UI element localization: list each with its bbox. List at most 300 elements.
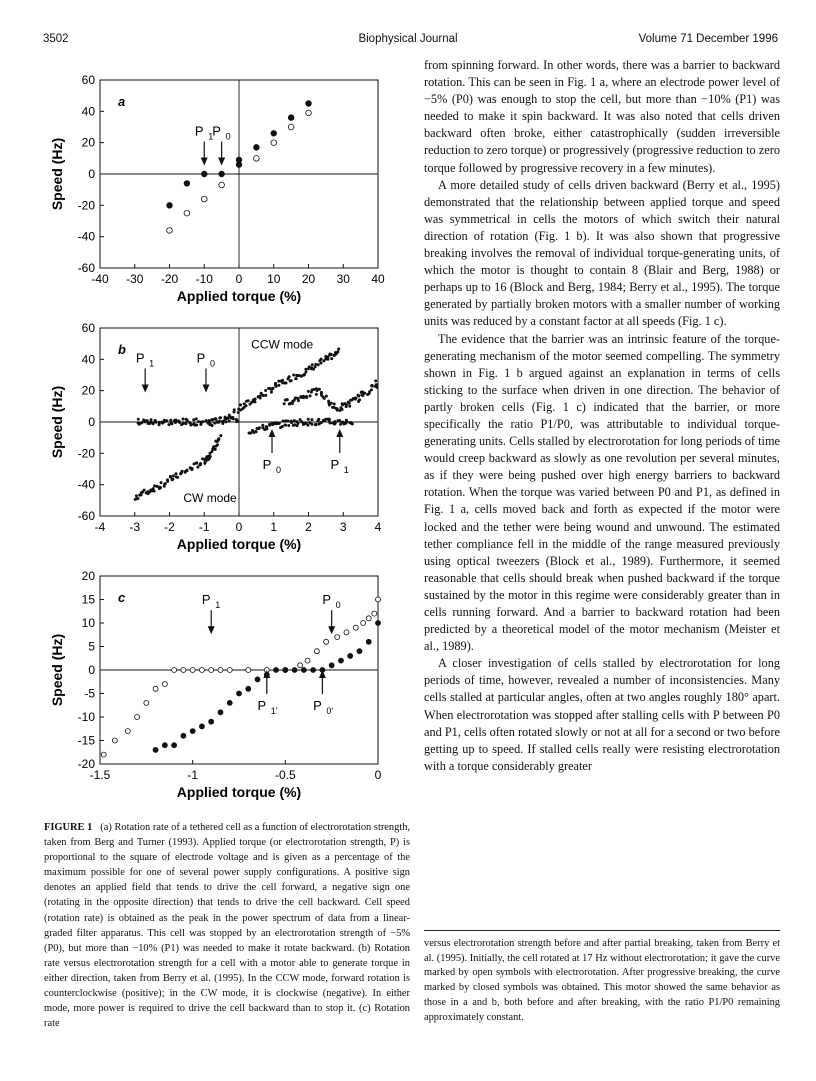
data-point-closed xyxy=(237,691,242,696)
y-tick-label: 10 xyxy=(81,616,95,630)
x-axis-label: Applied torque (%) xyxy=(176,536,302,552)
data-point-closed xyxy=(329,422,331,424)
torque-marker xyxy=(330,429,348,475)
data-point-closed xyxy=(254,401,256,403)
marker-label: P xyxy=(201,592,211,608)
page-number: 3502 xyxy=(43,33,69,45)
data-point-closed xyxy=(219,417,221,419)
data-point-open xyxy=(181,668,186,673)
data-point-closed xyxy=(182,423,184,425)
y-tick-label: 60 xyxy=(81,73,95,87)
data-point-closed xyxy=(311,668,316,673)
data-point-closed xyxy=(161,421,163,423)
data-point-closed xyxy=(333,403,335,405)
data-point-closed xyxy=(284,424,286,426)
x-tick-label: 20 xyxy=(301,272,316,286)
data-point-closed xyxy=(246,686,251,691)
y-tick-label: 15 xyxy=(81,592,95,607)
data-point-closed xyxy=(290,379,292,381)
data-point-closed xyxy=(266,428,268,430)
data-point-closed xyxy=(305,371,307,373)
x-tick-label: -3 xyxy=(129,520,141,534)
data-point-closed xyxy=(175,473,177,475)
data-point-closed xyxy=(331,358,333,360)
data-point-closed xyxy=(214,448,216,450)
marker-subscript: 1 xyxy=(149,358,155,369)
data-point-closed xyxy=(293,399,295,401)
data-point-closed xyxy=(236,420,238,422)
data-point-closed xyxy=(236,157,242,163)
data-point-closed xyxy=(254,145,260,151)
x-tick-label: -20 xyxy=(160,272,179,286)
data-point-closed xyxy=(153,490,155,492)
x-tick-label: 4 xyxy=(374,520,382,534)
data-point-closed xyxy=(163,485,165,487)
data-point-closed xyxy=(323,397,325,399)
data-point-closed xyxy=(208,421,210,423)
data-point-closed xyxy=(349,405,351,407)
y-tick-label: 0 xyxy=(88,167,95,181)
torque-marker xyxy=(212,124,230,166)
data-point-closed xyxy=(181,733,186,738)
paragraph: from spinning forward. In other words, there was a barrier to backward rotation. This can be seen in Fig. 1 a, where an electrode power level of −5% (P0) was enough to stop the cell, but more than −10% (P1) was needed to make it spin backward. It was also noted that cells driven backward often broke, either catastrophically (sudden irreversible reduction to zero torque) or progressively (progressive reduction to zero torque followed by progressive recovery in a few minutes). xyxy=(424,58,780,175)
data-point-open xyxy=(376,597,381,602)
data-point-open xyxy=(298,663,303,668)
data-point-open xyxy=(335,635,340,640)
data-point-closed xyxy=(202,421,204,423)
y-tick-label: 20 xyxy=(81,135,95,150)
y-tick-label: -60 xyxy=(77,509,95,523)
data-point-open xyxy=(184,210,190,216)
y-tick-label: -15 xyxy=(77,733,95,748)
torque-marker xyxy=(263,429,281,475)
x-tick-label: -1.5 xyxy=(89,768,111,782)
data-point-closed xyxy=(209,455,211,457)
data-point-closed xyxy=(282,420,284,422)
caption-label: FIGURE 1 xyxy=(44,822,93,833)
data-point-closed xyxy=(320,391,322,393)
data-point-closed xyxy=(297,422,299,424)
data-point-closed xyxy=(290,422,292,424)
marker-subscript: 0 xyxy=(335,600,341,611)
data-point-closed xyxy=(362,394,364,396)
x-tick-label: -2 xyxy=(164,520,175,534)
data-point-closed xyxy=(158,421,160,423)
data-point-closed xyxy=(164,483,166,485)
data-point-closed xyxy=(213,446,215,448)
data-point-closed xyxy=(186,469,188,471)
torque-marker xyxy=(202,592,220,634)
y-tick-label: -5 xyxy=(84,686,95,701)
data-point-closed xyxy=(315,393,317,395)
figure-panel-c xyxy=(40,566,390,806)
marker-subscript: 0' xyxy=(326,705,334,716)
data-point-closed xyxy=(265,394,267,396)
data-point-closed xyxy=(376,621,381,626)
data-point-closed xyxy=(254,398,256,400)
x-tick-label: -1 xyxy=(187,768,199,782)
data-point-open xyxy=(125,729,130,734)
marker-label: P xyxy=(135,350,145,366)
marker-subscript: 1 xyxy=(215,600,221,611)
journal-name: Biophysical Journal xyxy=(358,33,458,45)
paragraph: A more detailed study of cells driven backward (Berry et al., 1995) demonstrated that the relationship between applied torque and speed was symmetrical in cells the motors of which switch their natural direction of rotation (Fig. 1 b). It was also shown that progressive breaking involves the removal of individual torque-generating units, of which the motor is thought to contain 8 (Blair and Berg, 1988) or perhaps up to 16 (Block and Berg, 1984; Berry et al., 1995). The torque generated by partially broken motors with a smaller number of working units was reduced by a constant factor at all speeds (Fig. 1 c). xyxy=(424,177,780,329)
data-point-open xyxy=(271,140,277,146)
data-point-open xyxy=(306,110,312,116)
data-point-closed xyxy=(199,462,201,464)
data-point-closed xyxy=(221,420,223,422)
data-point-closed xyxy=(190,729,195,734)
data-point-closed xyxy=(169,475,171,477)
data-point-closed xyxy=(323,360,325,362)
figure-caption xyxy=(44,820,410,1031)
y-tick-label: 40 xyxy=(81,104,95,119)
mode-label-ccw: CCW mode xyxy=(251,337,314,352)
data-point-closed xyxy=(301,668,306,673)
data-point-closed xyxy=(318,388,320,390)
y-axis-label: Speed (Hz) xyxy=(49,137,65,211)
x-tick-label: 40 xyxy=(371,272,385,286)
x-tick-label: 0 xyxy=(374,768,382,782)
data-point-closed xyxy=(139,494,141,496)
data-point-closed xyxy=(320,362,322,364)
data-point-closed xyxy=(358,395,360,397)
data-point-closed xyxy=(196,424,198,426)
data-point-closed xyxy=(338,348,340,350)
data-point-open xyxy=(288,124,294,130)
data-point-closed xyxy=(166,479,168,481)
data-point-closed xyxy=(197,420,199,422)
marker-label: P xyxy=(313,697,322,713)
data-point-closed xyxy=(228,420,230,422)
x-tick-label: -30 xyxy=(126,272,144,286)
data-point-open xyxy=(190,668,195,673)
data-point-closed xyxy=(255,430,257,432)
data-point-closed xyxy=(288,115,294,121)
data-point-closed xyxy=(163,419,165,421)
data-point-closed xyxy=(239,404,241,406)
y-tick-label: 60 xyxy=(81,321,95,335)
data-point-open xyxy=(167,228,173,234)
data-point-closed xyxy=(150,419,152,421)
data-point-open xyxy=(324,639,329,644)
data-point-closed xyxy=(177,476,179,478)
data-point-closed xyxy=(154,485,156,487)
data-point-closed xyxy=(286,399,288,401)
data-point-closed xyxy=(338,419,340,421)
data-point-closed xyxy=(212,448,214,450)
marker-subscript: 1' xyxy=(270,705,278,716)
data-point-closed xyxy=(307,390,309,392)
data-point-closed xyxy=(178,421,180,423)
data-point-closed xyxy=(284,382,286,384)
y-tick-label: -20 xyxy=(77,757,95,771)
data-point-closed xyxy=(366,639,371,644)
data-point-closed xyxy=(318,423,320,425)
data-point-closed xyxy=(258,427,260,429)
data-point-closed xyxy=(313,388,315,390)
data-point-closed xyxy=(196,462,198,464)
data-point-closed xyxy=(288,403,290,405)
data-point-closed xyxy=(375,384,377,386)
data-point-closed xyxy=(272,387,274,389)
data-point-closed xyxy=(237,411,239,413)
data-point-closed xyxy=(171,479,173,481)
x-tick-label: 30 xyxy=(336,272,350,286)
data-point-closed xyxy=(166,420,168,422)
data-point-open xyxy=(361,621,366,626)
data-point-open xyxy=(305,658,310,663)
marker-subscript: 0 xyxy=(209,358,216,369)
panel-label: a xyxy=(118,94,126,109)
data-point-closed xyxy=(334,422,336,424)
data-point-closed xyxy=(150,421,152,423)
torque-marker xyxy=(257,670,277,716)
data-point-closed xyxy=(265,389,267,391)
y-tick-label: -20 xyxy=(77,446,95,461)
figure-caption-continued: versus electrorotation strength before and after partial breaking, taken from Berry et al. (1995). Initially, the cell rotated at 17 Hz without electrorotation; it gave the curve marked by open symbols with electrorotation. After progressive breaking, the curve marked by closed symbols was obtained. This motor showed the same behavior as those in a and b, both before and after breaking, with the ratio P1/P0 remaining approximately constant. xyxy=(424,930,780,1025)
marker-arrowhead xyxy=(269,429,276,437)
data-point-open xyxy=(153,686,158,691)
data-point-closed xyxy=(339,423,341,425)
data-point-open xyxy=(246,668,251,673)
data-point-open xyxy=(101,752,106,757)
torque-marker xyxy=(195,124,213,166)
data-point-closed xyxy=(274,382,276,384)
chart-c xyxy=(40,566,390,806)
data-point-closed xyxy=(149,491,151,493)
torque-marker xyxy=(197,350,215,392)
data-point-open xyxy=(254,156,260,162)
data-point-closed xyxy=(330,353,332,355)
data-point-closed xyxy=(312,368,314,370)
data-point-open xyxy=(209,668,214,673)
data-point-closed xyxy=(327,356,329,358)
data-point-closed xyxy=(297,397,299,399)
data-point-closed xyxy=(348,653,353,658)
data-point-closed xyxy=(201,171,207,177)
data-point-closed xyxy=(186,420,188,422)
data-point-closed xyxy=(181,470,183,472)
figure-panel-b xyxy=(40,318,390,558)
data-point-closed xyxy=(269,423,271,425)
data-point-closed xyxy=(152,488,154,490)
y-tick-label: -40 xyxy=(77,477,95,492)
marker-subscript: 1 xyxy=(208,131,214,142)
data-point-closed xyxy=(354,398,356,400)
marker-subscript: 0 xyxy=(276,465,282,475)
data-point-closed xyxy=(185,422,187,424)
x-tick-label: 2 xyxy=(305,520,312,534)
marker-label: P xyxy=(194,123,204,139)
data-point-closed xyxy=(201,458,203,460)
data-point-closed xyxy=(293,419,295,421)
body-text xyxy=(424,57,780,775)
data-point-closed xyxy=(209,452,211,454)
data-point-closed xyxy=(308,366,310,368)
x-tick-label: -10 xyxy=(195,272,213,286)
data-point-closed xyxy=(170,419,172,421)
marker-label: P xyxy=(322,592,332,608)
mode-label-cw: CW mode xyxy=(183,490,237,505)
data-point-open xyxy=(372,611,377,616)
data-point-closed xyxy=(288,376,290,378)
data-point-closed xyxy=(371,385,373,387)
marker-label: P xyxy=(257,697,267,713)
x-tick-label: 3 xyxy=(339,520,347,534)
marker-arrowhead xyxy=(202,384,209,392)
data-point-closed xyxy=(174,421,176,423)
data-point-open xyxy=(144,700,149,705)
marker-arrowhead xyxy=(328,626,335,634)
data-point-closed xyxy=(314,366,316,368)
data-point-closed xyxy=(318,418,320,420)
data-point-closed xyxy=(282,379,284,381)
data-point-closed xyxy=(315,388,317,390)
torque-marker xyxy=(322,592,340,634)
data-point-closed xyxy=(298,374,300,376)
data-point-closed xyxy=(232,416,234,418)
panel-label: b xyxy=(118,342,126,357)
data-point-closed xyxy=(262,424,264,426)
data-point-closed xyxy=(262,427,264,429)
y-tick-label: 40 xyxy=(81,352,95,367)
y-tick-label: -60 xyxy=(77,261,95,275)
marker-arrowhead xyxy=(201,158,208,166)
marker-arrowhead xyxy=(142,384,149,392)
data-point-closed xyxy=(311,423,313,425)
data-point-closed xyxy=(219,171,225,177)
data-point-closed xyxy=(227,700,232,705)
y-tick-label: -40 xyxy=(77,229,95,244)
data-point-closed xyxy=(218,438,220,440)
data-point-closed xyxy=(274,668,279,673)
data-point-closed xyxy=(227,417,229,419)
data-point-closed xyxy=(146,419,148,421)
data-point-closed xyxy=(182,418,184,420)
data-point-closed xyxy=(357,649,362,654)
data-point-closed xyxy=(175,419,177,421)
data-point-closed xyxy=(218,421,220,423)
data-point-closed xyxy=(311,419,313,421)
data-point-closed xyxy=(311,364,313,366)
data-point-closed xyxy=(315,363,317,365)
data-point-closed xyxy=(167,203,173,209)
y-tick-label: 5 xyxy=(88,639,95,654)
y-tick-label: 0 xyxy=(88,663,95,677)
y-tick-label: 20 xyxy=(81,569,95,583)
data-point-closed xyxy=(218,710,223,715)
data-point-closed xyxy=(325,395,327,397)
x-tick-label: 0 xyxy=(235,272,243,286)
data-point-open xyxy=(135,715,140,720)
data-point-closed xyxy=(255,677,260,682)
data-point-open xyxy=(344,630,349,635)
data-point-open xyxy=(227,668,232,673)
data-point-closed xyxy=(339,409,341,411)
data-point-closed xyxy=(137,418,139,420)
data-point-closed xyxy=(287,420,289,422)
data-point-closed xyxy=(309,422,311,424)
x-axis-label: Applied torque (%) xyxy=(176,288,302,304)
data-point-closed xyxy=(193,419,195,421)
data-point-closed xyxy=(250,432,252,434)
x-tick-label: 1 xyxy=(270,520,278,534)
data-point-closed xyxy=(328,419,330,421)
data-point-open xyxy=(162,682,167,687)
chart-b xyxy=(40,318,390,558)
data-point-closed xyxy=(220,435,222,437)
figure-panel-a xyxy=(40,70,390,310)
data-point-closed xyxy=(190,424,192,426)
data-point-closed xyxy=(225,421,227,423)
data-point-closed xyxy=(212,418,214,420)
x-tick-label: -4 xyxy=(94,520,106,534)
data-point-closed xyxy=(345,404,347,406)
data-point-closed xyxy=(364,392,366,394)
data-point-closed xyxy=(135,495,137,497)
data-point-open xyxy=(218,668,223,673)
data-point-closed xyxy=(262,394,264,396)
y-tick-label: -10 xyxy=(77,710,95,724)
data-point-closed xyxy=(137,497,139,499)
caption-text: (a) Rotation rate of a tethered cell as a function of electrorotation strength, taken from Berg and Turner (1993). Applied torque (or electrorotation strength, P) is proportional to the square of electrode voltage and is given as a percentage of the maximum possible for one of several power supply configurations. A positive sign denotes an applied field that tends to drive the cell forward, a negative sign one (rotating in the opposite direction) that tends to drive the cell backward. Cell speed (rotation rate) is obtained as the peak in the power spectrum of data from a linear-graded filter apparatus. This cell was stopped by an electrorotation strength of −5% (P0), but more than −10% (P1) was needed to make it rotate backward. (b) Rotation rate versus electrorotation strength for a cell with a motor able to generate torque in either direction, taken from Berry et al. (1995). In the CCW mode, forward rotation is counterclockwise (positive); in the CW mode, it is clockwise (negative). In either mode, more power is required to drive the cell backward than to stop it. (c) Rotation rate xyxy=(44,822,410,1030)
data-point-closed xyxy=(317,364,319,366)
data-point-closed xyxy=(214,422,216,424)
data-point-open xyxy=(366,616,371,621)
data-point-closed xyxy=(300,375,302,377)
data-point-closed xyxy=(197,466,199,468)
chart-a xyxy=(40,70,390,310)
data-point-closed xyxy=(376,386,378,388)
x-tick-label: 10 xyxy=(267,272,281,286)
data-point-closed xyxy=(278,384,280,386)
data-point-closed xyxy=(189,422,191,424)
data-point-closed xyxy=(233,411,235,413)
x-axis-label: Applied torque (%) xyxy=(176,784,302,800)
marker-label: P xyxy=(212,123,221,139)
data-point-closed xyxy=(283,403,285,405)
data-point-closed xyxy=(211,425,213,427)
data-point-closed xyxy=(275,385,277,387)
data-point-closed xyxy=(335,352,337,354)
y-tick-label: 0 xyxy=(88,415,95,429)
marker-label: P xyxy=(262,457,272,472)
data-point-closed xyxy=(193,463,195,465)
y-axis-label: Speed (Hz) xyxy=(49,385,65,459)
data-point-closed xyxy=(155,421,157,423)
data-point-closed xyxy=(211,450,213,452)
data-point-closed xyxy=(160,481,162,483)
data-point-closed xyxy=(328,400,330,402)
data-point-closed xyxy=(341,403,343,405)
data-point-closed xyxy=(283,668,288,673)
volume-info: Volume 71 December 1996 xyxy=(638,33,778,45)
x-tick-label: -1 xyxy=(198,520,210,534)
data-point-closed xyxy=(172,743,177,748)
data-point-closed xyxy=(195,418,197,420)
data-point-closed xyxy=(168,424,170,426)
data-point-closed xyxy=(297,400,299,402)
data-point-closed xyxy=(375,380,377,382)
data-point-closed xyxy=(159,486,161,488)
data-point-closed xyxy=(358,399,360,401)
data-point-closed xyxy=(214,418,216,420)
torque-marker xyxy=(136,350,154,392)
marker-arrowhead xyxy=(336,429,343,437)
data-point-closed xyxy=(305,368,307,370)
marker-arrowhead xyxy=(218,158,225,166)
